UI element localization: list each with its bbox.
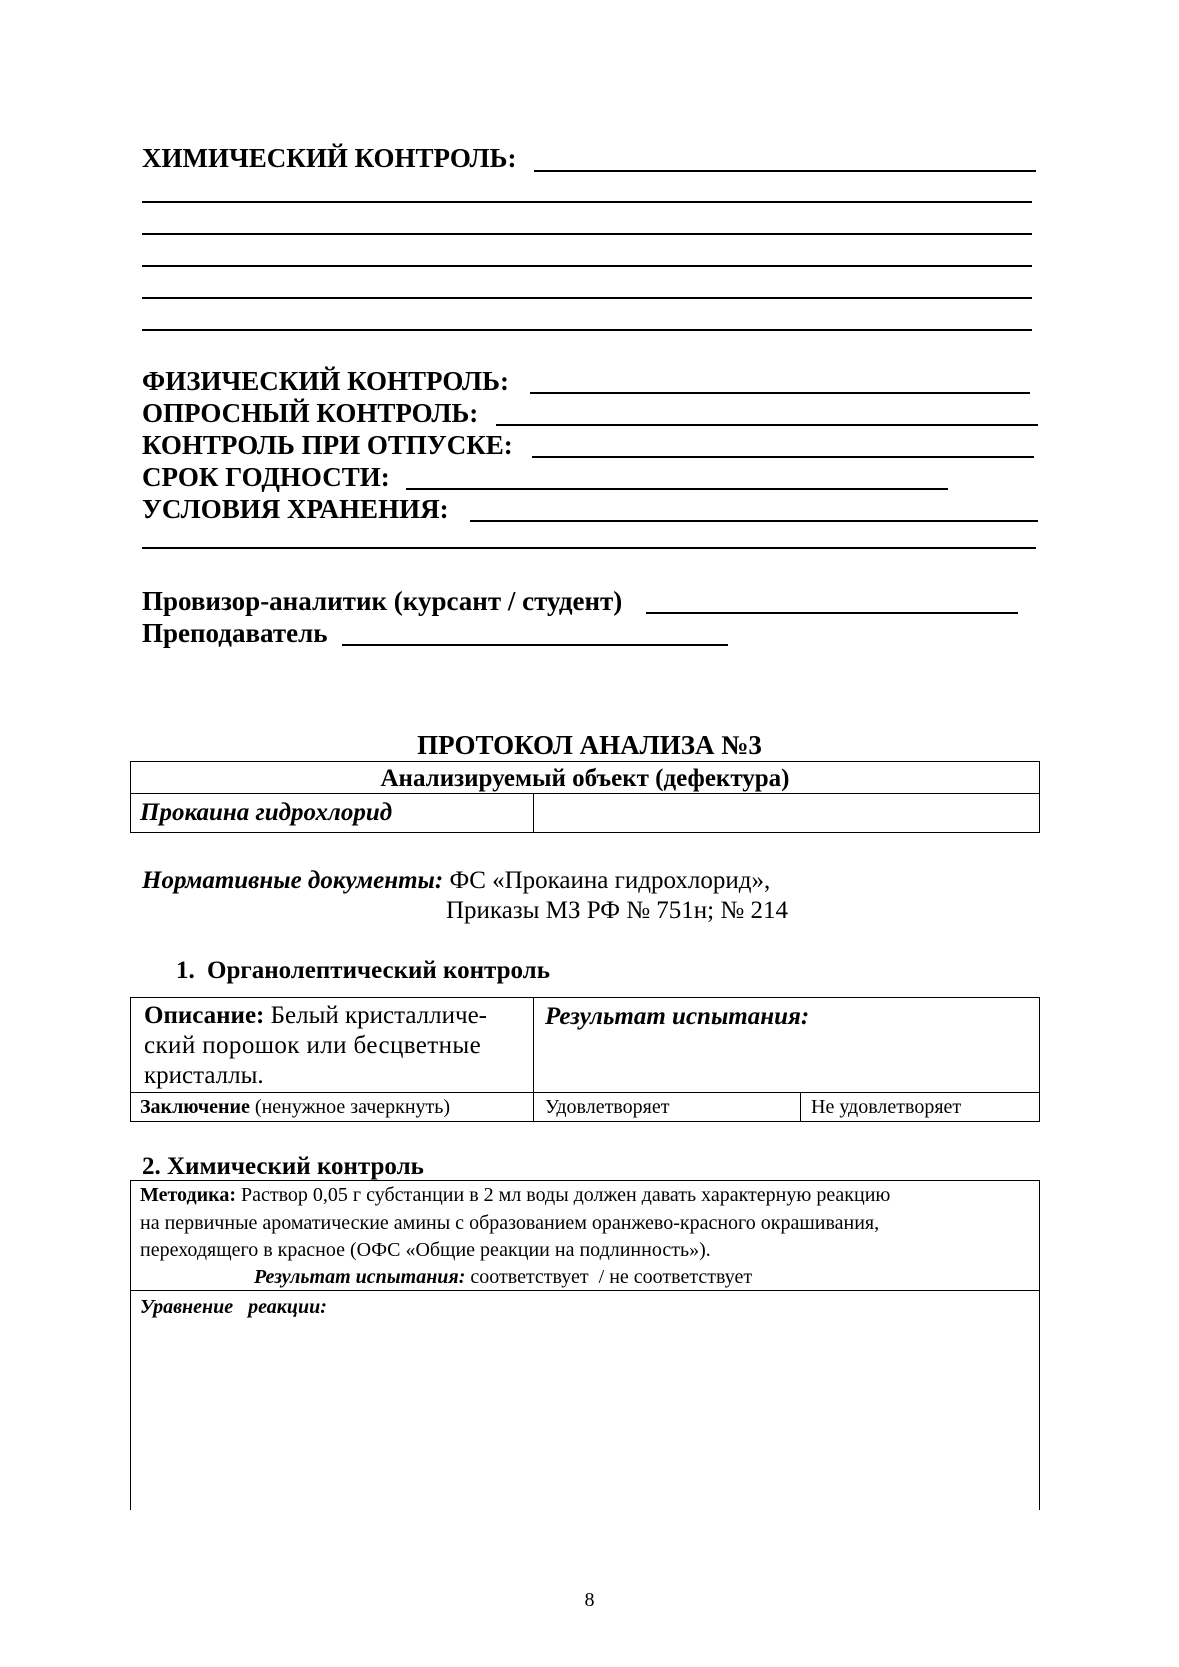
method-line-3: переходящего в красное (ОФС «Общие реакции на подлинность»). xyxy=(140,1239,711,1261)
page-number: 8 xyxy=(584,1589,595,1611)
organoleptic-heading-num: 1. xyxy=(176,957,195,984)
chemical-result-value[interactable]: соответствует / не соответствует xyxy=(470,1266,753,1288)
phys-control-label: ФИЗИЧЕСКИЙ КОНТРОЛЬ: xyxy=(142,366,509,396)
conclusion-note: (ненужное зачеркнуть) xyxy=(254,1096,451,1118)
chem-control-line xyxy=(534,170,1036,172)
description-line-2: ский порошок или бесцветные xyxy=(144,1032,482,1059)
method-text-1: Раствор 0,05 г субстанции в 2 мл воды должен давать характерную реакцию xyxy=(241,1184,891,1206)
chemical-result-line xyxy=(254,1267,752,1287)
method-line-1 xyxy=(140,1185,890,1205)
organoleptic-heading-text: Органолептический контроль xyxy=(207,957,550,984)
equation-label: Уравнение реакции: xyxy=(140,1296,327,1318)
object-header: Анализируемый объект (дефектура) xyxy=(380,765,790,792)
description-text-1: Белый кристалличе- xyxy=(270,1002,487,1029)
release-control-label: КОНТРОЛЬ ПРИ ОТПУСКЕ: xyxy=(142,430,513,460)
blank-line-4 xyxy=(142,297,1032,299)
description-label: Описание: xyxy=(144,1002,265,1029)
equation-area[interactable] xyxy=(132,1320,1038,1508)
chemical-row-divider xyxy=(130,1290,1040,1291)
phys-control-line xyxy=(530,392,1030,394)
blank-line-2 xyxy=(142,233,1032,235)
blank-line-5 xyxy=(142,329,1032,331)
description-line-1 xyxy=(144,1003,487,1028)
oral-control-line xyxy=(496,424,1038,426)
teacher-label: Преподаватель xyxy=(142,618,328,648)
chemical-heading: 2. Химический контроль xyxy=(142,1153,424,1180)
option-not-satisfies[interactable]: Не удовлетворяет xyxy=(811,1096,962,1118)
normative-line-1 xyxy=(142,868,770,893)
release-control-line xyxy=(532,456,1034,458)
object-table-divider xyxy=(130,793,1040,794)
storage-line-2 xyxy=(142,547,1036,549)
chemical-result-label: Результат испытания: xyxy=(254,1266,466,1288)
organoleptic-heading xyxy=(176,958,550,983)
oral-control-label: ОПРОСНЫЙ КОНТРОЛЬ: xyxy=(142,398,479,428)
analyst-label: Провизор-аналитик (курсант / студент) xyxy=(142,586,623,616)
object-name: Прокаина гидрохлорид xyxy=(140,799,393,826)
teacher-signature-line xyxy=(342,644,728,646)
option-satisfies[interactable]: Удовлетворяет xyxy=(545,1096,670,1118)
conclusion-label: Заключение xyxy=(140,1096,250,1118)
protocol-title: ПРОТОКОЛ АНАЛИЗА №3 xyxy=(417,730,762,760)
organoleptic-options-divider xyxy=(800,1092,801,1122)
blank-line-3 xyxy=(142,265,1032,267)
normative-doc-2: Приказы МЗ РФ № 751н; № 214 xyxy=(446,897,788,924)
chem-control-label: ХИМИЧЕСКИЙ КОНТРОЛЬ: xyxy=(142,143,517,173)
storage-label: УСЛОВИЯ ХРАНЕНИЯ: xyxy=(142,494,449,524)
expiry-line xyxy=(406,488,948,490)
method-line-2: на первичные ароматические амины с образованием оранжево-красного окрашивания, xyxy=(140,1212,880,1234)
expiry-label: СРОК ГОДНОСТИ: xyxy=(142,462,390,492)
description-line-3: кристаллы. xyxy=(144,1062,264,1089)
conclusion-cell xyxy=(140,1097,450,1117)
storage-line xyxy=(470,520,1038,522)
blank-line-1 xyxy=(142,201,1032,203)
object-table-col-divider xyxy=(533,793,534,833)
method-label: Методика: xyxy=(140,1184,236,1206)
analyst-signature-line xyxy=(646,612,1018,614)
organoleptic-col-divider xyxy=(533,997,534,1122)
normative-doc-1: ФС «Прокаина гидрохлорид», xyxy=(449,867,771,894)
organoleptic-row-divider xyxy=(130,1092,1040,1093)
normative-label: Нормативные документы: xyxy=(142,867,444,894)
organoleptic-result-label: Результат испытания: xyxy=(545,1003,810,1030)
